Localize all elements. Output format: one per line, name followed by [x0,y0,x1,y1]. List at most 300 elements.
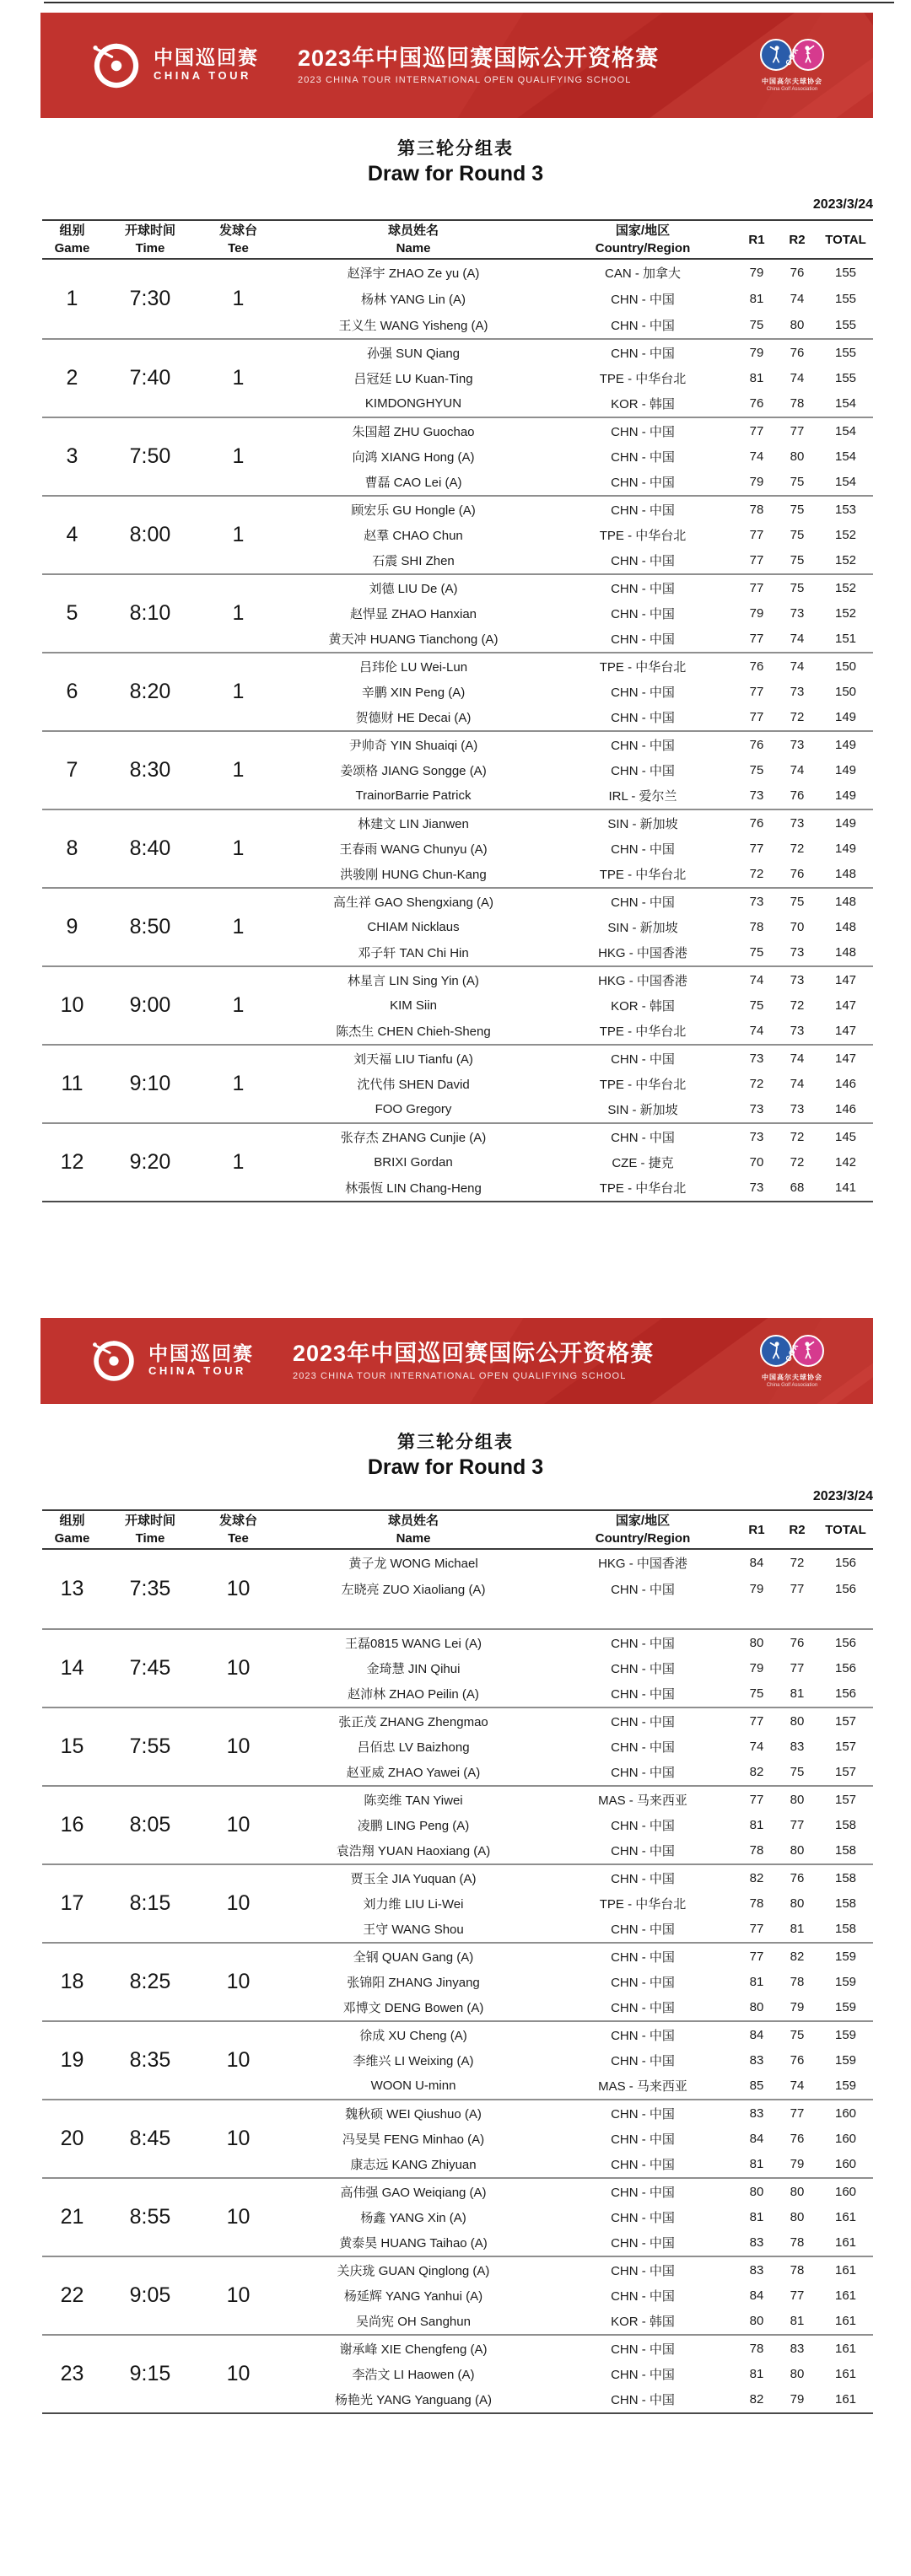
r2-score-cell: 79 [790,2157,805,2172]
player-row [278,992,873,1018]
player-name-cell: 高生祥 GAO Shengxiang (A) [332,895,494,910]
r2-score-cell: 72 [790,841,805,856]
tee-time-cell: 8:30 [129,758,171,782]
player-row [278,2257,873,2283]
player-row [278,522,873,547]
banner-title-cn: 2023年中国巡回赛国际公开资格赛 [293,1341,655,1367]
r1-score-cell: 81 [749,292,764,306]
total-score-cell: 161 [834,2288,857,2303]
r2-score-cell: 80 [790,2366,805,2381]
tee-time-cell: 8:35 [129,2048,171,2072]
china-tour-logo [89,1336,254,1385]
players-group [278,497,873,573]
player-name-cell: 赵羣 CHAO Chun [364,528,463,543]
total-score-cell: 154 [834,449,857,464]
tee-cell: 10 [226,2048,251,2072]
total-score-cell: 161 [834,2314,857,2329]
player-row [278,600,873,626]
tee-time-cell: 7:55 [129,1734,171,1758]
country-cell: CHN - 中国 [611,2236,675,2251]
player-name-cell: 谢承峰 XIE Chengfeng (A) [339,2342,488,2357]
player-row [278,1630,873,1655]
player-row [278,312,873,338]
player-name-cell: 刘德 LIU De (A) [369,581,458,596]
player-name-cell: 吕佰忠 LV Baizhong [357,1740,470,1755]
player-row [278,1124,873,1149]
country-cell: TPE - 中华台北 [599,1077,687,1092]
col-header-name: 球员姓名 Name [387,223,439,255]
tee-time-cell: 9:15 [129,2362,171,2385]
r1-score-cell: 70 [749,1154,764,1170]
player-row [278,2230,873,2256]
total-score-cell: 157 [834,1713,857,1729]
player-name-cell: 金琦慧 JIN Qihui [366,1661,461,1676]
col-header-name: 球员姓名 Name [387,1514,439,1546]
r2-score-cell: 80 [790,1896,805,1911]
player-name-cell: 黄天冲 HUANG Tianchong (A) [328,632,499,648]
players-group [278,2257,873,2334]
player-name-cell: 凌鹏 LING Peng (A) [357,1818,470,1833]
player-name-cell: 吴尚宪 OH Sanghun [356,2315,471,2330]
r2-score-cell: 76 [790,788,805,804]
table-header-row [42,219,873,260]
game-block [42,495,873,573]
game-block [42,260,873,338]
total-score-cell: 159 [834,1949,857,1964]
r2-score-cell: 74 [790,659,805,674]
country-cell: CHN - 中国 [611,2132,675,2147]
country-cell: CHN - 中国 [611,2393,675,2408]
r2-score-cell: 77 [790,2105,805,2121]
tee-time-cell: 7:45 [129,1656,171,1680]
player-row [278,1838,873,1863]
player-name-cell: WOON U-minn [370,2079,456,2094]
player-row [278,705,873,730]
r2-score-cell: 73 [790,684,805,699]
r1-score-cell: 74 [749,1024,764,1039]
total-score-cell: 158 [834,1843,857,1858]
r1-score-cell: 78 [749,502,764,517]
r2-score-cell: 80 [790,2209,805,2224]
game-block [42,965,873,1044]
china-tour-logo-en: CHINA TOUR [154,68,251,82]
player-row [278,2126,873,2151]
country-cell: CZE - 捷克 [612,1155,674,1170]
player-row [278,967,873,992]
r2-score-cell: 77 [790,1660,805,1675]
total-score-cell: 155 [834,370,857,385]
game-number-cell: 13 [60,1577,84,1600]
total-score-cell: 156 [834,1686,857,1702]
tee-cell: 1 [232,287,245,310]
r1-score-cell: 83 [749,2052,764,2068]
r2-score-cell: 77 [790,1817,805,1832]
country-cell: CHN - 中国 [611,1740,675,1755]
player-name-cell: 赵沛林 ZHAO Peilin (A) [348,1687,479,1702]
col-header-r2: R2 [789,232,806,247]
player-row [278,940,873,965]
player-name-cell: 刘天福 LIU Tianfu (A) [353,1051,473,1067]
player-row [278,2361,873,2386]
player-name-cell: 王守 WANG Shou [363,1923,464,1938]
player-row [278,1550,873,1576]
total-score-cell: 149 [834,788,857,804]
r1-score-cell: 72 [749,1076,764,1091]
player-name-cell: 洪骏刚 HUNG Chun-Kang [340,868,487,883]
col-header-time: 开球时间 Time [124,1514,175,1546]
player-row [278,340,873,365]
player-name-cell: 向鸿 XIANG Hong (A) [352,449,475,465]
r2-score-cell: 75 [790,527,805,542]
country-cell: CHN - 中国 [611,2367,675,2382]
game-block [42,2177,873,2256]
player-name-cell: 黄子龙 WONG Michael [348,1557,478,1571]
total-score-cell: 149 [834,710,857,725]
r1-score-cell: 77 [749,632,764,647]
tee-cell: 10 [226,1734,251,1758]
player-name-cell: 张锦阳 ZHANG Jinyang [347,1975,480,1990]
player-row [278,1708,873,1734]
r1-score-cell: 75 [749,945,764,960]
total-score-cell: 146 [834,1076,857,1091]
date-label: 2023/3/24 [812,197,873,212]
game-number-cell: 3 [66,444,78,468]
game-number-cell: 9 [66,915,78,938]
player-name-cell: KIMDONGHYUN [364,396,462,411]
player-row [278,889,873,914]
player-row [278,470,873,495]
r1-score-cell: 81 [749,1974,764,1989]
country-cell: CHN - 中国 [611,1051,675,1067]
player-row [278,575,873,600]
r1-score-cell: 76 [749,737,764,752]
country-cell: TPE - 中华台北 [599,1896,687,1912]
player-name-cell: 石震 SHI Zhen [372,554,455,569]
cga-name-en: China Golf Association [766,87,818,92]
total-score-cell: 150 [834,684,857,699]
banner-title [293,1341,654,1380]
player-name-cell: 赵悍显 ZHAO Hanxian [349,606,477,621]
r2-score-cell: 83 [790,2341,805,2356]
tee-time-cell: 7:40 [129,366,171,390]
r1-score-cell: 76 [749,396,764,411]
cga-logo [760,1335,824,1388]
country-cell: CHN - 中国 [611,2342,675,2357]
player-name-cell: 赵泽宇 ZHAO Ze yu (A) [347,266,480,281]
game-number-cell: 21 [60,2205,84,2229]
game-number-cell: 5 [66,601,78,625]
country-cell: CHN - 中国 [611,738,675,753]
banner-title-en: 2023 CHINA TOUR INTERNATIONAL OPEN QUALIFYING SCHOOL [293,1370,627,1381]
tee-time-cell: 8:15 [129,1891,171,1915]
game-number-cell: 8 [66,836,78,860]
player-row [278,1760,873,1785]
col-header-r1: R1 [748,232,765,247]
r1-score-cell: 74 [749,1739,764,1754]
r2-score-cell: 73 [790,1102,805,1117]
country-cell: SIN - 新加坡 [607,920,678,935]
r1-score-cell: 75 [749,318,764,332]
player-name-cell: 邓子轩 TAN Chi Hin [358,946,469,961]
player-name-cell: KIM Siin [390,998,437,1013]
tee-time-cell: 8:40 [129,836,171,860]
total-score-cell: 146 [834,1102,857,1117]
r1-score-cell: 79 [749,345,764,360]
r2-score-cell: 75 [790,553,805,568]
game-number-cell: 19 [60,2048,84,2072]
game-block [42,1942,873,2020]
r2-score-cell: 76 [790,1870,805,1885]
r2-score-cell: 77 [790,1582,805,1596]
country-cell: CHN - 中国 [611,2001,675,2016]
player-name-cell: 杨林 YANG Lin (A) [361,293,466,307]
player-row [278,1734,873,1759]
player-name-cell: 魏秋硕 WEI Qiushuo (A) [345,2106,482,2122]
tee-cell: 10 [226,1656,251,1680]
country-cell: TPE - 中华台北 [599,371,687,386]
player-row [278,1787,873,1812]
tee-cell: 1 [232,1072,245,1095]
tee-cell: 1 [232,1150,245,1174]
r1-score-cell: 75 [749,762,764,777]
player-name-cell: 林張恆 LIN Chang-Heng [345,1181,482,1197]
r2-score-cell: 76 [790,2131,805,2146]
player-row [278,2336,873,2361]
game-block [42,1863,873,1942]
game-block [42,2020,873,2099]
country-cell: CHN - 中国 [611,2263,675,2278]
r1-score-cell: 80 [749,2314,764,2329]
r2-score-cell: 80 [790,1843,805,1858]
total-score-cell: 155 [834,292,857,306]
game-number-cell: 10 [60,993,84,1017]
country-cell: HKG - 中国香港 [598,973,687,988]
game-number-cell: 15 [60,1734,84,1758]
page-top-rule [44,2,894,3]
country-cell: CHN - 中国 [611,842,675,857]
r2-score-cell: 77 [790,423,805,438]
tee-cell: 10 [226,1970,251,1993]
total-score-cell: 148 [834,945,857,960]
country-cell: CHN - 中国 [611,1923,675,1938]
r1-score-cell: 77 [749,684,764,699]
player-name-cell: CHIAM Nicklaus [367,919,460,934]
r1-score-cell: 73 [749,1129,764,1144]
player-name-cell: 杨鑫 YANG Xin (A) [360,2210,466,2225]
r1-score-cell: 84 [749,2288,764,2303]
total-score-cell: 154 [834,396,857,411]
col-header-game: 组别 Game [54,223,90,255]
player-row [278,2179,873,2204]
page-title-cn: 第三轮分组表 [397,1433,514,1452]
tee-cell: 1 [232,680,245,703]
r1-score-cell: 80 [749,2184,764,2199]
golfer-swirl-icon [89,39,143,93]
r2-score-cell: 75 [790,2027,805,2042]
player-row [278,1046,873,1071]
r1-score-cell: 77 [749,1713,764,1729]
player-name-cell: FOO Gregory [375,1102,452,1117]
cga-logo [760,39,824,92]
r1-score-cell: 73 [749,1102,764,1117]
player-name-cell: 冯旻昊 FENG Minhao (A) [342,2132,485,2147]
country-cell: TPE - 中华台北 [599,528,687,543]
banner-title [298,46,659,85]
total-score-cell: 154 [834,423,857,438]
tee-cell: 10 [226,1813,251,1837]
r1-score-cell: 79 [749,1660,764,1675]
total-score-cell: 152 [834,605,857,621]
players-group [278,2336,873,2412]
col-header-time: 开球时间 Time [124,223,175,255]
col-header-r2: R2 [789,1522,806,1537]
r2-score-cell: 76 [790,2052,805,2068]
total-score-cell: 155 [834,266,857,280]
r1-score-cell: 77 [749,553,764,568]
tee-cell: 1 [232,915,245,938]
tee-time-cell: 8:50 [129,915,171,938]
player-name-cell: 王春雨 WANG Chunyu (A) [339,842,488,857]
cga-abbr: CGA [784,1341,800,1363]
tee-time-cell: 9:10 [129,1072,171,1095]
total-score-cell: 160 [834,2131,857,2146]
player-row [278,444,873,469]
r2-score-cell: 76 [790,1635,805,1650]
player-name-cell: 沈代伟 SHEN David [357,1077,470,1092]
r1-score-cell: 77 [749,423,764,438]
country-cell: KOR - 韩国 [611,998,675,1014]
date-label: 2023/3/24 [812,1489,873,1503]
game-block [42,887,873,965]
total-score-cell: 149 [834,737,857,752]
china-tour-logo [89,39,259,93]
country-cell: CHN - 中国 [611,1844,675,1859]
tee-time-cell: 9:20 [129,1150,171,1174]
players-group [278,260,873,338]
player-name-cell: TrainorBarrie Patrick [355,788,472,804]
r2-score-cell: 75 [790,1765,805,1780]
r2-score-cell: 81 [790,1922,805,1937]
country-cell: HKG - 中国香港 [598,1557,687,1571]
player-name-cell: 辛鹏 XIN Peng (A) [361,685,466,700]
country-cell: TPE - 中华台北 [599,1181,687,1197]
total-score-cell: 149 [834,815,857,831]
player-name-cell: 曹磊 CAO Lei (A) [364,476,462,491]
player-row [278,2387,873,2412]
player-name-cell: 杨延辉 YANG Yanhui (A) [343,2288,483,2304]
players-group [278,1944,873,2020]
total-score-cell: 156 [834,1556,857,1570]
game-block [42,2099,873,2177]
player-name-cell: 赵亚威 ZHAO Yawei (A) [346,1766,481,1781]
r2-score-cell: 74 [790,632,805,647]
total-score-cell: 142 [834,1154,857,1170]
r1-score-cell: 80 [749,1635,764,1650]
tee-time-cell: 8:00 [129,523,171,546]
country-cell: CHN - 中国 [611,1818,675,1833]
game-number-cell: 14 [60,1656,84,1680]
r1-score-cell: 76 [749,659,764,674]
r2-score-cell: 78 [790,2235,805,2251]
country-cell: CHN - 中国 [611,449,675,465]
game-block [42,730,873,809]
r2-score-cell: 74 [790,1076,805,1091]
tee-time-cell: 8:55 [129,2205,171,2229]
tee-cell: 10 [226,2205,251,2229]
players-group [278,1550,873,1628]
country-cell: TPE - 中华台北 [599,868,687,883]
r1-score-cell: 79 [749,1582,764,1596]
country-cell: CHN - 中国 [611,476,675,491]
player-row [278,732,873,757]
players-group [278,2179,873,2256]
total-score-cell: 148 [834,867,857,882]
r2-score-cell: 78 [790,1974,805,1989]
total-score-cell: 159 [834,1974,857,1989]
total-score-cell: 148 [834,919,857,934]
players-group [278,1708,873,1785]
r1-score-cell: 84 [749,1556,764,1570]
tee-time-cell: 8:20 [129,680,171,703]
r1-score-cell: 77 [749,1922,764,1937]
country-cell: CHN - 中国 [611,424,675,439]
r2-score-cell: 73 [790,945,805,960]
banner-title-cn: 2023年中国巡回赛国际公开资格赛 [298,45,660,71]
table-header-row [42,1509,873,1550]
r2-score-cell: 68 [790,1180,805,1196]
r2-score-cell: 75 [790,580,805,595]
r1-score-cell: 77 [749,580,764,595]
country-cell: KOR - 韩国 [611,2315,675,2330]
country-cell: CHN - 中国 [611,503,675,518]
game-number-cell: 6 [66,680,78,703]
r2-score-cell: 74 [790,762,805,777]
r2-score-cell: 80 [790,1713,805,1729]
total-score-cell: 158 [834,1922,857,1937]
country-cell: CHN - 中国 [611,1636,675,1651]
country-cell: CHN - 中国 [611,2053,675,2068]
player-name-cell: 林建文 LIN Jianwen [358,816,469,831]
r1-score-cell: 77 [749,527,764,542]
game-number-cell: 22 [60,2283,84,2307]
tee-cell: 1 [232,601,245,625]
china-tour-logo-en: CHINA TOUR [148,1364,246,1378]
players-group [278,889,873,965]
r1-score-cell: 73 [749,894,764,909]
player-row [278,653,873,679]
player-row [278,1019,873,1044]
total-score-cell: 157 [834,1765,857,1780]
player-name-cell: 吕玮伦 LU Wei-Lun [358,659,468,675]
total-score-cell: 141 [834,1180,857,1196]
total-score-cell: 156 [834,1660,857,1675]
player-row [278,1681,873,1707]
r1-score-cell: 73 [749,1051,764,1066]
col-header-total: TOTAL [825,232,866,247]
player-row [278,2100,873,2126]
player-name-cell: 袁浩翔 YUAN Haoxiang (A) [336,1844,491,1859]
r2-score-cell: 81 [790,2314,805,2329]
tee-time-cell: 9:00 [129,993,171,1017]
r1-score-cell: 75 [749,1686,764,1702]
player-name-cell: BRIXI Gordan [374,1154,453,1170]
player-row [278,1071,873,1096]
player-name-cell: 徐成 XU Cheng (A) [359,2028,467,2043]
country-cell: SIN - 新加坡 [607,816,678,831]
total-score-cell: 152 [834,580,857,595]
total-score-cell: 152 [834,527,857,542]
draw-table-page-1 [42,219,873,1202]
